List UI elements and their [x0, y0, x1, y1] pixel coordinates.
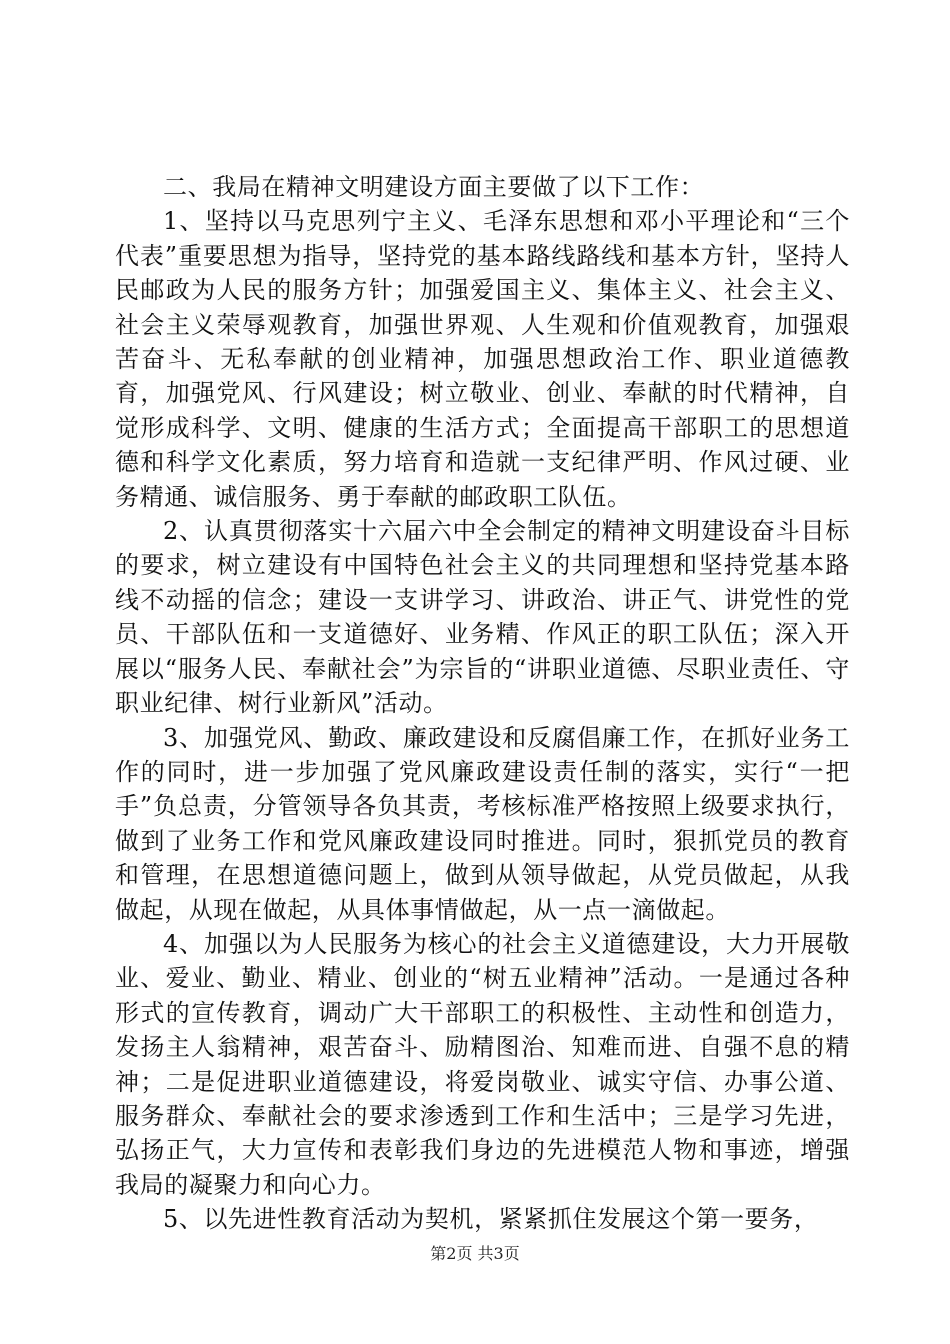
- section-heading: 二、我局在精神文明建设方面主要做了以下工作：: [163, 173, 705, 201]
- paragraph-3: 3、加强党风、勤政、廉政建设和反腐倡廉工作，在抓好业务工作的同时，进一步加强了党风廉政建设责任制的落实，实行“一把手”负总责，分管领导各负其责，考核标准严格按照上级要求执行，做到了业务工作和党风廉政建设同时推进。同时，狠抓党员的教育和管理，在思想道德问题上，做到从领导做起，从党员做起，从我做起，从现在做起，从具体事情做起，从一点一滴做起。: [115, 723, 850, 924]
- paragraph-5: 5、以先进性教育活动为契机，紧紧抓住发展这个第一要务，: [163, 1205, 819, 1234]
- paragraph-2: 2、认真贯彻落实十六届六中全会制定的精神文明建设奋斗目标的要求，树立建设有中国特色社会主义的共同理想和坚持党基本路线不动摇的信念；建设一支讲学习、讲政治、讲正气、讲党性的党员、干部队伍和一支道德好、业务精、作风正的职工队伍；深入开展以“服务人民、奉献社会”为宗旨的“讲职业道德、尽职业责任、守职业纪律、树行业新风”活动。: [115, 517, 850, 718]
- paragraph-1: 1、坚持以马克思列宁主义、毛泽东思想和邓小平理论和“三个代表”重要思想为指导，坚持党的基本路线路线和基本方针，坚持人民邮政为人民的服务方针；加强爱国主义、集体主义、社会主义、社会主义荣辱观教育，加强世界观、人生观和价值观教育，加强艰苦奋斗、无私奉献的创业精神，加强思想政治工作、职业道德教育，加强党风、行风建设；树立敬业、创业、奉献的时代精神，自觉形成科学、文明、健康的生活方式；全面提高干部职工的思想道德和科学文化素质，努力培育和造就一支纪律严明、作风过硬、业务精通、诚信服务、勇于奉献的邮政职工队伍。: [115, 207, 850, 511]
- paragraph-4: 4、加强以为人民服务为核心的社会主义道德建设，大力开展敬业、爱业、勤业、精业、创业的“树五业精神”活动。一是通过各种形式的宣传教育，调动广大干部职工的积极性、主动性和创造力，发扬主人翁精神，艰苦奋斗、励精图治、知难而进、自强不息的精神；二是促进职业道德建设，将爱岗敬业、诚实守信、办事公道、服务群众、奉献社会的要求渗透到工作和生活中；三是学习先进，弘扬正气，大力宣传和表彰我们身边的先进模范人物和事迹，增强我局的凝聚力和向心力。: [115, 929, 850, 1199]
- page-footer: 第2页 共3页: [430, 1244, 520, 1263]
- document-body: [115, 170, 850, 1237]
